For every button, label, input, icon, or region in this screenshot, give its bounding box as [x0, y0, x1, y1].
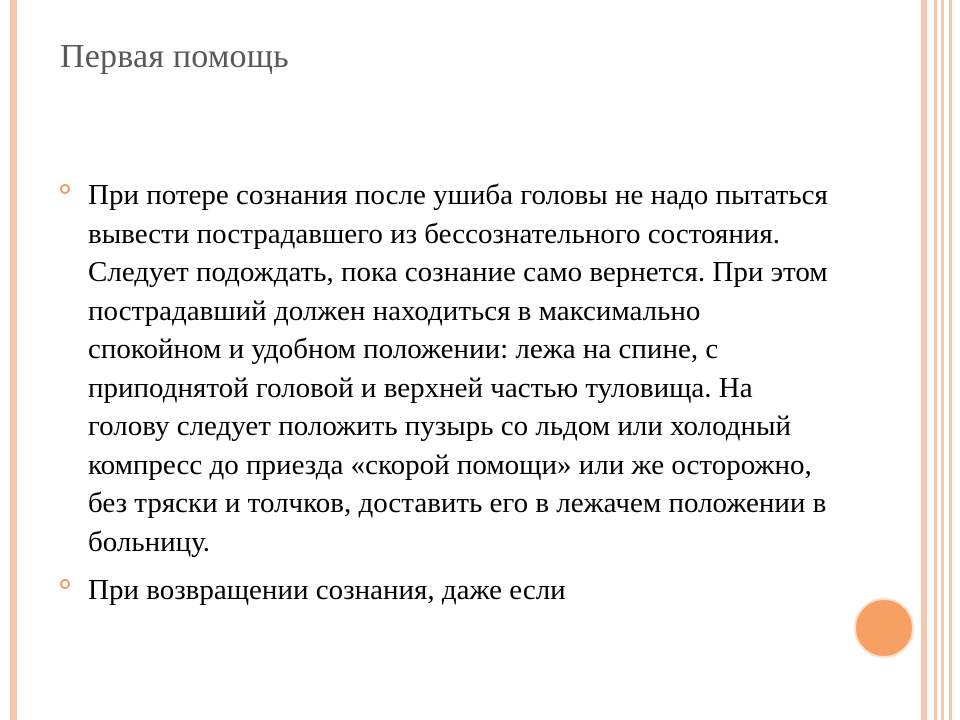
frame-line-right-3	[941, 0, 944, 720]
bullet-circle-icon	[60, 184, 70, 194]
bullet-text-1: При потере сознания после ушиба головы не надо пытаться вывести пострадавшего из бессознательного состояния. Следует подождать, пока сознание само вернется. При этом пострадавший должен находиться в максимально спокойном и удобном положении: лежа на спине, с приподнятой головой и верхней частью туловища. На голову следует положить пузырь со льдом или холодный компресс до приезда «скорой помощи» или же осторожно, без тряски и толчков, доставить его в лежачем положении в больницу.	[88, 179, 828, 558]
frame-line-left	[10, 0, 17, 720]
bullet-circle-icon	[60, 579, 70, 589]
bullet-item-1	[60, 176, 830, 561]
bullet-item-2	[60, 571, 830, 610]
slide-content	[60, 176, 830, 620]
orange-circle-icon	[854, 598, 914, 658]
frame-line-right-2	[934, 0, 937, 720]
bullet-text-2: При возвращении сознания, даже если	[88, 574, 566, 606]
slide-title: Первая помощь	[60, 38, 289, 75]
frame-line-right-1	[921, 0, 927, 720]
frame-line-right-4	[949, 0, 952, 720]
